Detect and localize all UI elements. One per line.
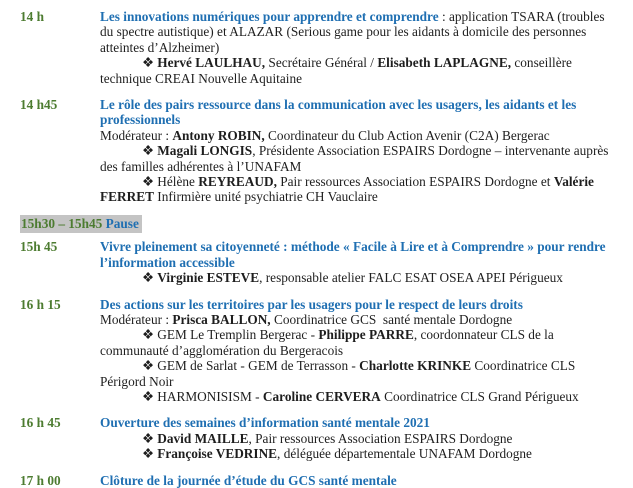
pause-highlight [20,215,142,233]
session-body [100,297,617,405]
diamond-bullet-icon: ❖ [142,446,158,462]
session-time: 16 h 15 [20,296,61,312]
session-title: Ouverture des semaines d’information santé mentale 2021 [100,415,430,431]
moderator-role: Coordinateur du Club Action Avenir (C2A) Bergerac [264,127,550,143]
speaker-name: Magali LONGIS [157,143,253,159]
speaker-line [100,446,617,461]
session-time: 17 h 00 [20,472,61,488]
speaker-role: Coordinatrice CLS Périgord Noir [100,358,579,389]
session-title-paragraph [100,97,617,128]
speaker-name: Elisabeth LAPLAGNE, [377,55,512,71]
speaker-prefix: Hélène [157,174,199,190]
session-time: 14 h [20,9,45,24]
session-title-paragraph [100,239,617,270]
pause-label: Pause [105,215,139,231]
speaker-role: conseillère technique CREAI Nouvelle Aquitaine [100,55,576,86]
moderator-role: Coordinatrice GCS santé mentale Dordogne [270,311,513,327]
speaker-line [100,327,617,358]
session-title-paragraph [100,473,617,488]
session-body [100,9,617,86]
speaker-name: David MAILLE [157,430,249,446]
diamond-bullet-icon: ❖ [142,270,158,286]
diamond-bullet-icon: ❖ [142,174,158,190]
session-row-15h45 [20,239,619,285]
session-title-paragraph [100,297,617,312]
session-title: Des actions sur les territoires par les usagers pour le respect de leurs droits [100,296,523,312]
speaker-role: , déléguée départementale UNAFAM Dordogne [277,446,532,462]
session-time: 14 h45 [20,97,58,113]
session-time: 15h 45 [20,239,58,255]
diamond-bullet-icon: ❖ [142,358,158,374]
session-title: Clôture de la journée d’étude du GCS santé mentale [100,472,397,488]
session-title: Les innovations numériques pour apprendre et comprendre [100,9,439,24]
speaker-line [100,431,617,446]
session-body [100,97,617,205]
session-body [100,473,617,488]
session-title: Vivre pleinement sa citoyenneté : méthode « Facile à Lire et à Comprendre » pour rendre l’information accessible [100,239,609,270]
speaker-role: Coordinatrice CLS Grand Périgueux [380,388,579,404]
speaker-name: Charlotte KRINKE [359,358,472,374]
session-row-16h15 [20,297,619,405]
diamond-bullet-icon: ❖ [142,327,158,343]
pause-time-range: 15h30 – 15h45 [21,215,103,231]
session-body [100,239,617,285]
session-row-14h [20,9,619,86]
speaker-name: Françoise VEDRINE [157,446,278,462]
speaker-role: Infirmière unité psychiatrie CH Vauclaire [153,189,378,205]
session-row-16h45 [20,415,619,461]
speaker-name: REYREAUD, [198,174,277,190]
diamond-bullet-icon: ❖ [142,55,158,71]
session-body [100,415,617,461]
session-title: Le rôle des pairs ressource dans la communication avec les usagers, les aidants et les professionnels [100,97,580,128]
session-title-paragraph [100,9,617,55]
speaker-name: Valérie FERRET [100,174,598,205]
session-title-detail: : application TSARA (troubles du spectre autistique) et ALAZAR (Serious game pour les aidants à domicile des personnes atteintes d’Alzheimer) [100,9,608,55]
session-row-17h00 [20,473,619,488]
moderator-name: Antony ROBIN, [172,127,265,143]
diamond-bullet-icon: ❖ [142,388,158,404]
speaker-line [100,174,617,205]
moderator-line [100,312,617,327]
speaker-line [100,55,617,86]
speaker-name: Philippe PARRE [318,327,414,343]
speaker-line [100,358,617,389]
pause-row [20,216,619,231]
moderator-name: Prisca BALLON, [172,311,271,327]
speaker-line [100,143,617,174]
speaker-prefix: GEM de Sarlat - GEM de Terrasson - [157,358,360,374]
session-time: 16 h 45 [20,415,61,431]
speaker-role: Secrétaire Général / [265,55,378,71]
speaker-role: , Pair ressources Association ESPAIRS Dordogne [248,430,513,446]
moderator-line [100,128,617,143]
speaker-role: , responsable atelier FALC ESAT OSEA APEI Périgueux [259,270,563,286]
speaker-role: , Présidente Association ESPAIRS Dordogne – intervenante auprès des familles adhérentes à l’UNAFAM [100,143,612,174]
diamond-bullet-icon: ❖ [142,430,158,446]
speaker-prefix: HARMONISISM - [157,388,263,404]
speaker-prefix: GEM Le Tremplin Bergerac - [157,327,319,343]
speaker-line [100,270,617,285]
moderator-label: Modérateur : [100,311,173,327]
speaker-name: Virginie ESTEVE [157,270,260,286]
session-title-paragraph [100,415,617,430]
speaker-line [100,389,617,404]
speaker-role: Pair ressources Association ESPAIRS Dordogne et [276,174,554,190]
moderator-label: Modérateur : [100,127,173,143]
speaker-role: , coordonnateur CLS de la communauté d’agglomération du Bergeracois [100,327,558,358]
session-row-14h45 [20,97,619,205]
diamond-bullet-icon: ❖ [142,143,158,159]
speaker-name: Hervé LAULHAU, [157,55,266,71]
speaker-name: Caroline CERVERA [262,388,381,404]
